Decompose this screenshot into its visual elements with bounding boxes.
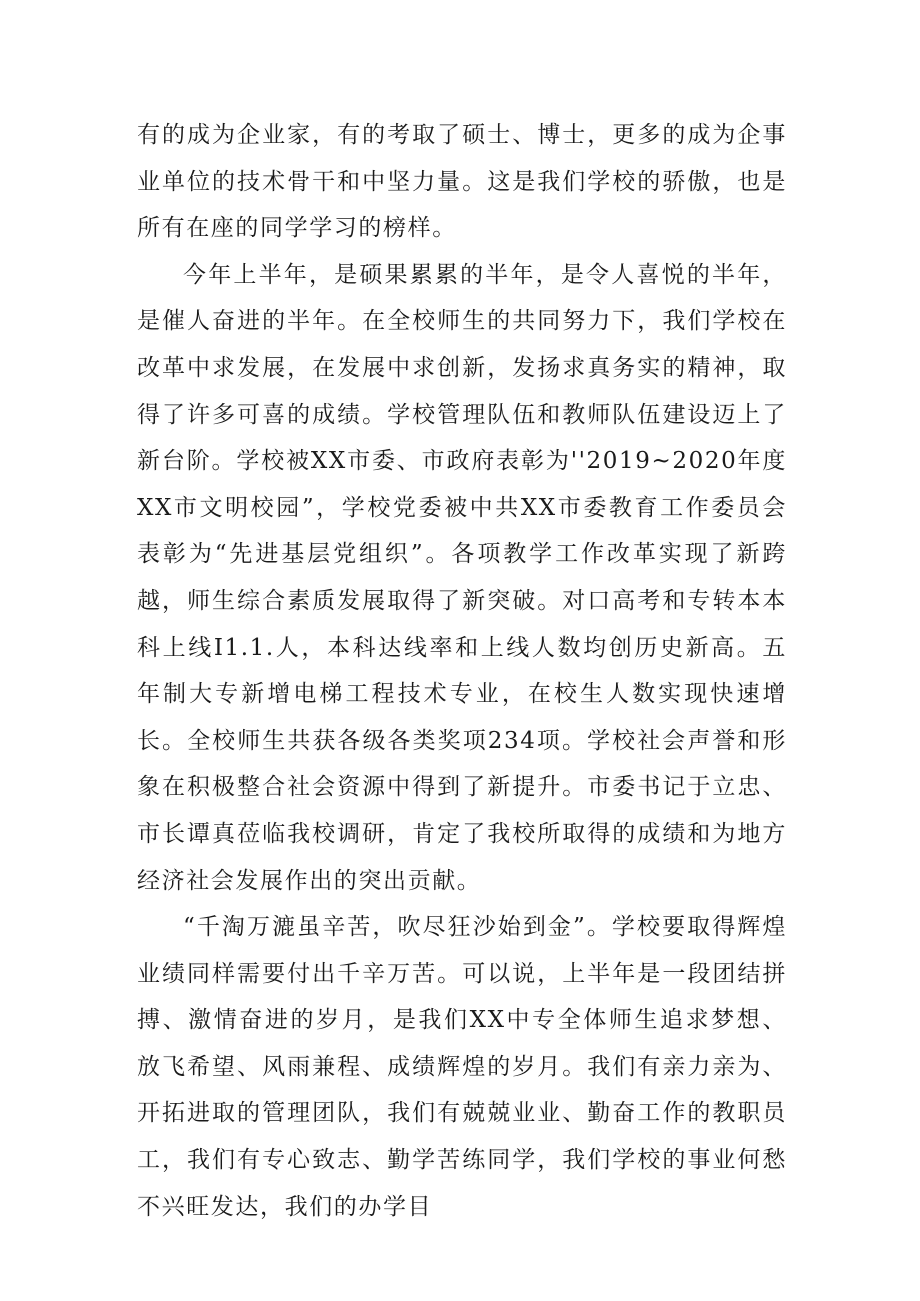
body-text xyxy=(137,112,787,1230)
paragraph-first-half-achievements: 今年上半年，是硕果累累的半年，是令人喜悦的半年，是催人奋进的半年。在全校师生的共同努力下，我们学校在改革中求发展，在发展中求创新，发扬求真务实的精神，取得了许多可喜的成绩。学校管理队伍和教师队伍建设迈上了新台阶。学校被XX市委、市政府表彰为''2019~2020年度XX市文明校园”，学校党委被中共XX市委教育工作委员会表彰为“先进基层党组织”。各项教学工作改革实现了新跨越，师生综合素质发展取得了新突破。对口高考和专转本本科上线I1.1.人，本科达线率和上线人数均创历史新高。五年制大专新增电梯工程技术专业，在校生人数实现快速增长。全校师生共获各级各类奖项234项。学校社会声誉和形象在积极整合社会资源中得到了新提升。市委书记于立忠、市长谭真莅临我校调研，肯定了我校所取得的成绩和为地方经济社会发展作出的突出贡献。 xyxy=(137,261,787,894)
paragraph-continuation: 有的成为企业家，有的考取了硕士、博士，更多的成为企事业单位的技术骨干和中坚力量。这是我们学校的骄傲，也是所有在座的同学学习的榜样。 xyxy=(137,122,787,242)
paragraph-hard-work: “千淘万漉虽辛苦，吹尽狂沙始到金”。学校要取得辉煌业绩同样需要付出千辛万苦。可以说，上半年是一段团结拼搏、激情奋进的岁月，是我们XX中专全体师生追求梦想、放飞希望、风雨兼程、成绩辉煌的岁月。我们有亲力亲为、开拓进取的管理团队，我们有兢兢业业、勤奋工作的教职员工，我们有专心致志、勤学苦练同学，我们学校的事业何愁不兴旺发达，我们的办学目 xyxy=(137,914,787,1220)
